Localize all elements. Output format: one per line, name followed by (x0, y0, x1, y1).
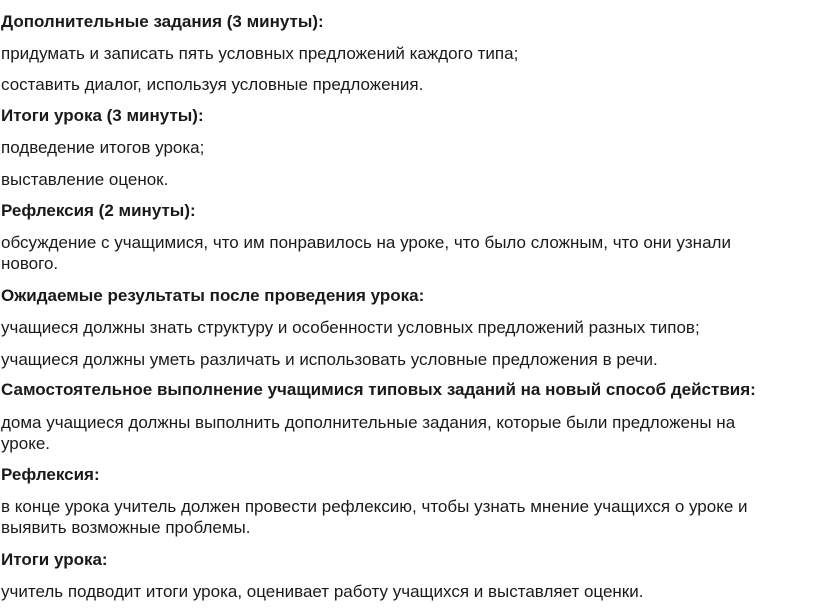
list-item: подведение итогов урока; (1, 138, 205, 157)
list-item-line: дома учащиеся должны выполнить дополнительные задания, которые были предложены на (1, 413, 736, 432)
list-item-line: выявить возможные проблемы. (1, 518, 251, 537)
list-item: учащиеся должны уметь различать и использовать условные предложения в речи. (1, 350, 658, 369)
section-heading-reflection-2: Рефлексия: (1, 465, 100, 484)
section-heading-lesson-summary: Итоги урока (3 минуты): (1, 106, 204, 125)
section-heading-lesson-summary-2: Итоги урока: (1, 550, 108, 569)
section-heading-expected-results: Ожидаемые результаты после проведения урока: (1, 286, 425, 305)
list-item-line: в конце урока учитель должен провести рефлексию, чтобы узнать мнение учащихся о уроке и (1, 497, 748, 516)
list-item-line: обсуждение с учащимися, что им понравилось на уроке, что было сложным, что они узнали (1, 233, 731, 252)
list-item: придумать и записать пять условных предложений каждого типа; (1, 44, 519, 63)
list-item: составить диалог, используя условные предложения. (1, 75, 424, 94)
list-item-line: нового. (1, 254, 59, 273)
section-heading-reflection: Рефлексия (2 минуты): (1, 201, 196, 220)
section-heading-independent-work: Самостоятельное выполнение учащимися типовых заданий на новый способ действия: (1, 380, 756, 399)
section-heading-additional-tasks: Дополнительные задания (3 минуты): (1, 12, 324, 31)
list-item: выставление оценок. (1, 170, 169, 189)
list-item: учащиеся должны знать структуру и особенности условных предложений разных типов; (1, 318, 700, 337)
list-item-line: уроке. (1, 434, 51, 453)
list-item: учитель подводит итоги урока, оценивает работу учащихся и выставляет оценки. (1, 582, 644, 601)
